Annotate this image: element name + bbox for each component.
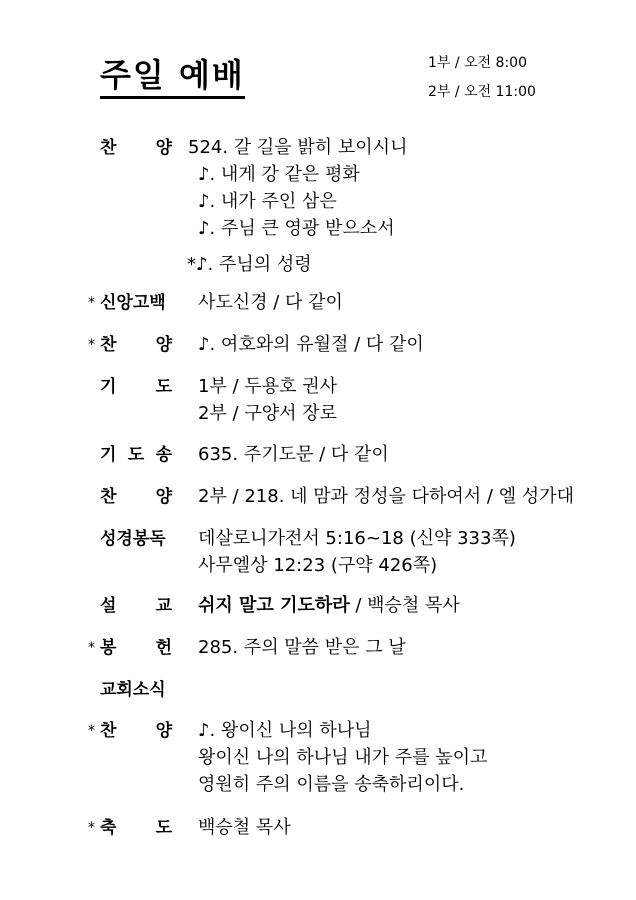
praise-4-line-2: 왕이신 나의 하나님 내가 주를 높이고 [198,747,488,768]
sermon-preacher: / 백승철 목사 [349,595,460,616]
praise-4-line-1: ♪. 왕이신 나의 하나님 [198,720,372,741]
label-benediction: * 축 도 [88,818,172,838]
benediction-line: 백승철 목사 [198,817,291,838]
label-scripture: 성경봉독 [100,529,166,549]
sermon-title: 쉬지 말고 기도하라 [198,595,350,616]
scripture-line-1: 데살로니가전서 5:16~18 (신약 333쪽) [198,528,516,549]
label-church-news: 교회소식 [100,680,166,700]
praise-1-line-3: ♪. 내가 주인 삼은 [198,191,337,212]
praise-1-line-5: *♪. 주님의 성령 [187,254,312,275]
label-praise-2: * 찬 양 [88,335,172,355]
praise-3-line: 2부 / 218. 네 맘과 정성을 다하여서 / 엘 성가대 [198,486,574,507]
creed-line: 사도신경 / 다 같이 [198,292,343,313]
label-offering: * 봉 헌 [88,638,172,658]
offering-line: 285. 주의 말씀 받은 그 날 [198,637,406,658]
prayer-line-2: 2부 / 구양서 장로 [198,403,338,424]
praise-4-line-3: 영원히 주의 이름을 송축하리이다. [198,774,465,795]
page-title: 주일 예배 [100,54,245,99]
prayer-line-1: 1부 / 두용호 권사 [198,376,338,397]
scripture-line-2: 사무엘상 12:23 (구약 426쪽) [198,555,438,576]
label-creed: * 신앙고백 [88,293,166,313]
label-sermon: 설 교 [100,596,172,616]
praise-1-line-4: ♪. 주님 큰 영광 받으소서 [198,218,395,239]
label-praise-1: 찬 양 [100,138,172,158]
label-praise-3: 찬 양 [100,487,172,507]
praise-2-line: ♪. 여호와의 유월절 / 다 같이 [198,334,424,355]
label-prayer: 기 도 [100,377,172,397]
label-prayer-song: 기 도 송 [100,445,172,465]
service-time-2: 2부 / 오전 11:00 [428,84,536,100]
sermon-line [198,594,460,618]
praise-1-line-1: 524. 갈 길을 밝히 보이시니 [188,137,408,158]
praise-1-line-2: ♪. 내게 강 같은 평화 [198,164,360,185]
label-praise-4: * 찬 양 [88,721,172,741]
service-time-1: 1부 / 오전 8:00 [428,55,527,71]
prayer-song-line: 635. 주기도문 / 다 같이 [198,444,389,465]
